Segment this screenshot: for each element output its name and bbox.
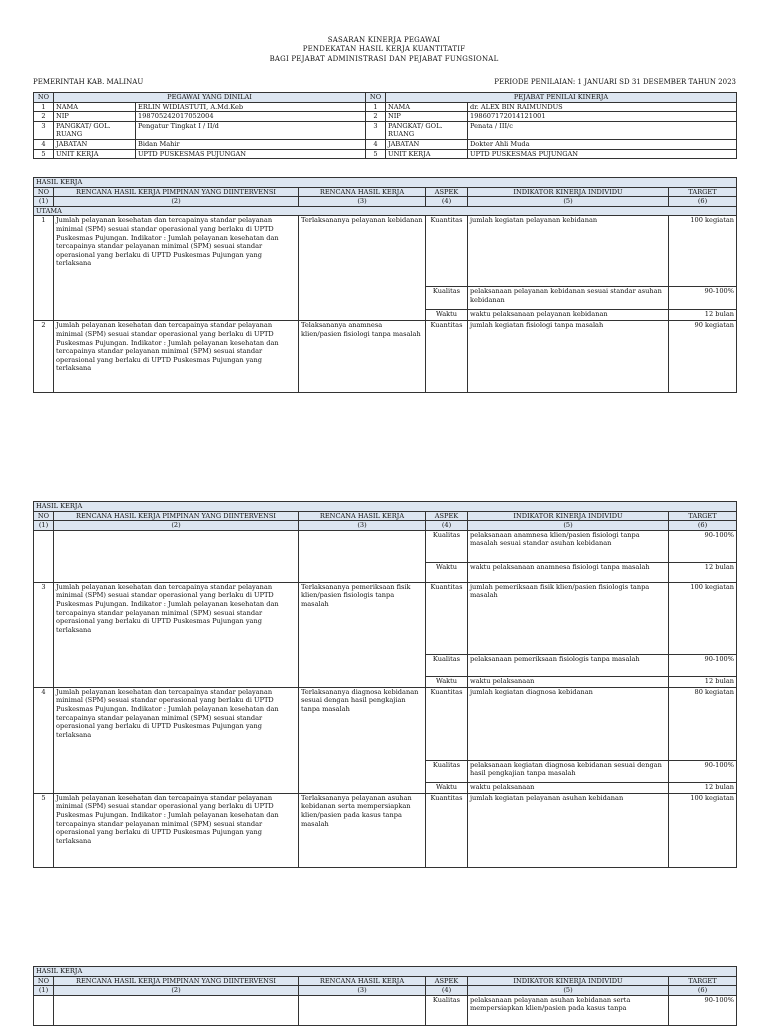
cell-label: NIP	[54, 112, 136, 122]
rencana-pimpinan: Jumlah pelayanan kesehatan dan tercapainya standar pelayanan minimal (SPM) sesuai standar operasional yang berlaku di UPTD Puskesmas Pujungan. Indikator : Jumlah pelayanan kesehatan dan tercapainya standar pelayanan minimal (SPM) sesuai standar operasional yang berlaku di UPTD Puskesmas Pujungan yang terlaksana	[54, 216, 299, 321]
aspek: Waktu	[426, 562, 468, 582]
cell-value: Pengatur Tingkat I / II/d	[136, 121, 366, 139]
column-number: (2)	[54, 986, 299, 996]
right-title: PEJABAT PENILAI KINERJA	[386, 93, 737, 103]
column-header: ASPEK	[426, 511, 468, 521]
column-header: RENCANA HASIL KERJA PIMPINAN YANG DIINTERVENSI	[54, 976, 299, 986]
rencana-hasil-kerja: Terlaksananya pelayanan kebidanan	[299, 216, 426, 321]
column-header: RENCANA HASIL KERJA	[299, 511, 426, 521]
column-header: TARGET	[669, 187, 737, 197]
column-header: RENCANA HASIL KERJA	[299, 187, 426, 197]
target: 100 kegiatan	[669, 216, 737, 287]
hasil-kerja-table-page-2	[33, 501, 737, 868]
column-header: ASPEK	[426, 187, 468, 197]
table-row	[34, 995, 737, 1025]
indikator: jumlah kegiatan pelayanan asuhan kebidanan	[468, 793, 669, 867]
cell-label: NAMA	[54, 102, 136, 112]
aspek: Waktu	[426, 676, 468, 687]
identity-row	[34, 102, 737, 112]
cell-no: 1	[366, 102, 386, 112]
column-number: (3)	[299, 197, 426, 207]
table-row	[34, 793, 737, 867]
table-row	[34, 321, 737, 393]
indikator: waktu pelaksanaan	[468, 782, 669, 793]
table-row	[34, 530, 737, 562]
target: 12 bulan	[669, 310, 737, 321]
identity-table	[33, 92, 737, 159]
cell-value: Bidan Mahir	[136, 139, 366, 149]
cell-no: 5	[366, 149, 386, 159]
aspek: Kuantitas	[426, 216, 468, 287]
aspek: Kuantitas	[426, 687, 468, 760]
rencana-hasil-kerja: Terlaksananya diagnosa kebidanan sesuai dengan hasil pengkajian tanpa masalah	[299, 687, 426, 793]
target: 90-100%	[669, 530, 737, 562]
column-number: (6)	[669, 986, 737, 996]
column-number: (5)	[468, 197, 669, 207]
cell-value: 198705242017052004	[136, 112, 366, 122]
cell-label: PANGKAT/ GOL. RUANG	[54, 121, 136, 139]
aspek: Kuantitas	[426, 793, 468, 867]
cell-no: 2	[366, 112, 386, 122]
indikator: pelaksanaan anamnesa klien/pasien fisiologi tanpa masalah sesuai standar asuhan kebidanan	[468, 530, 669, 562]
indikator: pelaksanaan pelayanan kebidanan sesuai standar asuhan kebidanan	[468, 287, 669, 310]
target: 90-100%	[669, 287, 737, 310]
column-header: NO	[34, 511, 54, 521]
cell-no: 4	[366, 139, 386, 149]
cell-no: 3	[34, 121, 54, 139]
target: 12 bulan	[669, 676, 737, 687]
hasil-kerja-table-page-3	[33, 966, 737, 1026]
table-row	[34, 582, 737, 654]
column-number: (1)	[34, 986, 54, 996]
item-no: 4	[34, 687, 54, 793]
column-number: (2)	[54, 197, 299, 207]
section-title: HASIL KERJA	[34, 967, 737, 977]
aspek: Kualitas	[426, 760, 468, 782]
column-number: (5)	[468, 986, 669, 996]
rencana-pimpinan: Jumlah pelayanan kesehatan dan tercapainya standar pelayanan minimal (SPM) sesuai standar operasional yang berlaku di UPTD Puskesmas Pujungan. Indikator : Jumlah pelayanan kesehatan dan tercapainya standar pelayanan minimal (SPM) sesuai standar operasional yang berlaku di UPTD Puskesmas Pujungan yang terlaksana	[54, 793, 299, 867]
column-header: INDIKATOR KINERJA INDIVIDU	[468, 187, 669, 197]
aspek: Waktu	[426, 310, 468, 321]
cell-label: UNIT KERJA	[54, 149, 136, 159]
cell-value: UPTD PUSKESMAS PUJUNGAN	[136, 149, 366, 159]
indikator: waktu pelaksanaan	[468, 676, 669, 687]
column-header: INDIKATOR KINERJA INDIVIDU	[468, 511, 669, 521]
target: 90-100%	[669, 654, 737, 676]
column-number: (4)	[426, 986, 468, 996]
hasil-kerja-table	[33, 177, 737, 393]
column-header: TARGET	[669, 511, 737, 521]
target: 90-100%	[669, 995, 737, 1025]
column-header: ASPEK	[426, 976, 468, 986]
cell-no: 3	[366, 121, 386, 139]
column-header: INDIKATOR KINERJA INDIVIDU	[468, 976, 669, 986]
column-header: NO	[34, 976, 54, 986]
column-header: TARGET	[669, 976, 737, 986]
identity-row	[34, 149, 737, 159]
rencana-pimpinan: Jumlah pelayanan kesehatan dan tercapainya standar pelayanan minimal (SPM) sesuai standar operasional yang berlaku di UPTD Puskesmas Pujungan. Indikator : Jumlah pelayanan kesehatan dan tercapainya standar pelayanan minimal (SPM) sesuai standar operasional yang berlaku di UPTD Puskesmas Pujungan yang terlaksana	[54, 582, 299, 687]
target: 90-100%	[669, 760, 737, 782]
cell-no: 5	[34, 149, 54, 159]
table-row	[34, 687, 737, 760]
indikator: pelaksanaan pemeriksaan fisiologis tanpa masalah	[468, 654, 669, 676]
left-title: PEGAWAI YANG DINILAI	[54, 93, 366, 103]
indikator: jumlah kegiatan fisiologi tanpa masalah	[468, 321, 669, 393]
column-header: RENCANA HASIL KERJA	[299, 976, 426, 986]
cell-value: Penata / III/c	[468, 121, 737, 139]
cell-label: JABATAN	[54, 139, 136, 149]
indikator: waktu pelaksanaan anamnesa fisiologi tanpa masalah	[468, 562, 669, 582]
column-number: (6)	[669, 197, 737, 207]
cell-label: JABATAN	[386, 139, 468, 149]
target: 80 kegiatan	[669, 687, 737, 760]
column-header: RENCANA HASIL KERJA PIMPINAN YANG DIINTERVENSI	[54, 511, 299, 521]
identity-row	[34, 121, 737, 139]
cell-label: NAMA	[386, 102, 468, 112]
indikator: pelaksanaan kegiatan diagnosa kebidanan sesuai dengan hasil pengkajian tanpa masalah	[468, 760, 669, 782]
target: 90 kegiatan	[669, 321, 737, 393]
table-row	[34, 216, 737, 287]
section-title: HASIL KERJA	[34, 502, 737, 512]
aspek: Kuantitas	[426, 321, 468, 393]
section-utama: UTAMA	[34, 206, 737, 216]
cell-value: UPTD PUSKESMAS PUJUNGAN	[468, 149, 737, 159]
document-subtitle: PENDEKATAN HASIL KERJA KUANTITATIF	[302, 45, 466, 53]
section-title: HASIL KERJA	[34, 178, 737, 188]
aspek: Kualitas	[426, 287, 468, 310]
column-number: (1)	[34, 197, 54, 207]
column-number: (2)	[54, 521, 299, 531]
cell-no: 2	[34, 112, 54, 122]
cell-label: NIP	[386, 112, 468, 122]
identity-row	[34, 139, 737, 149]
column-header: RENCANA HASIL KERJA PIMPINAN YANG DIINTERVENSI	[54, 187, 299, 197]
aspek: Kuantitas	[426, 582, 468, 654]
rencana-hasil-kerja: Terlaksananya pemeriksaan fisik klien/pasien fisiologis tanpa masalah	[299, 582, 426, 687]
item-no: 2	[34, 321, 54, 393]
cell-label: PANGKAT/ GOL. RUANG	[386, 121, 468, 139]
column-number: (1)	[34, 521, 54, 531]
aspek: Kualitas	[426, 995, 468, 1025]
identity-header-row	[34, 93, 737, 103]
cell-no: 1	[34, 102, 54, 112]
cell-value: ERLIN WIDIASTUTI, A.Md.Keb	[136, 102, 366, 112]
column-header: NO	[34, 187, 54, 197]
item-no: 3	[34, 582, 54, 687]
target: 12 bulan	[669, 782, 737, 793]
rencana-hasil-kerja: Telaksananya anamnesa klien/pasien fisiologi tanpa masalah	[299, 321, 426, 393]
aspek: Kualitas	[426, 654, 468, 676]
item-no: 5	[34, 793, 54, 867]
column-number: (4)	[426, 197, 468, 207]
instansi-label: PEMERINTAH KAB. MALINAU	[33, 78, 144, 86]
aspek: Kualitas	[426, 530, 468, 562]
target: 12 bulan	[669, 562, 737, 582]
cell-value: Dokter Ahli Muda	[468, 139, 737, 149]
document-subtitle-2: BAGI PEJABAT ADMINISTRASI DAN PEJABAT FUNGSIONAL	[269, 55, 499, 63]
aspek: Waktu	[426, 782, 468, 793]
col-no: NO	[34, 93, 54, 103]
target: 100 kegiatan	[669, 582, 737, 654]
rencana-hasil-kerja: Terlaksananya pelayanan asuhan kebidanan serta mempersiapkan klien/pasien pada kasus tanpa masalah	[299, 793, 426, 867]
column-number: (3)	[299, 521, 426, 531]
periode-label: PERIODE PENILAIAN: 1 JANUARI SD 31 DESEMBER TAHUN 2023	[494, 78, 736, 86]
column-number: (4)	[426, 521, 468, 531]
cell-no: 4	[34, 139, 54, 149]
col-no: NO	[366, 93, 386, 103]
cell-label: UNIT KERJA	[386, 149, 468, 159]
identity-row	[34, 112, 737, 122]
indikator: pelaksanaan pelayanan asuhan kebidanan serta mempersiapkan klien/pasien pada kasus tanpa	[468, 995, 669, 1025]
cell-value: 198607172014121001	[468, 112, 737, 122]
column-number: (5)	[468, 521, 669, 531]
column-number: (3)	[299, 986, 426, 996]
item-no: 1	[34, 216, 54, 321]
rencana-pimpinan: Jumlah pelayanan kesehatan dan tercapainya standar pelayanan minimal (SPM) sesuai standar operasional yang berlaku di UPTD Puskesmas Pujungan. Indikator : Jumlah pelayanan kesehatan dan tercapainya standar pelayanan minimal (SPM) sesuai standar operasional yang berlaku di UPTD Puskesmas Pujungan yang terlaksana	[54, 687, 299, 793]
indikator: jumlah pemeriksaan fisik klien/pasien fisiologis tanpa masalah	[468, 582, 669, 654]
rencana-pimpinan: Jumlah pelayanan kesehatan dan tercapainya standar pelayanan minimal (SPM) sesuai standar operasional yang berlaku di UPTD Puskesmas Pujungan. Indikator : Jumlah pelayanan kesehatan dan tercapainya standar pelayanan minimal (SPM) sesuai standar operasional yang berlaku di UPTD Puskesmas Pujungan yang terlaksana	[54, 321, 299, 393]
indikator: waktu pelaksanaan pelayanan kebidanan	[468, 310, 669, 321]
cell-value: dr. ALEX BIN RAIMUNDUS	[468, 102, 737, 112]
indikator: jumlah kegiatan pelayanan kebidanan	[468, 216, 669, 287]
target: 100 kegiatan	[669, 793, 737, 867]
document-title: SASARAN KINERJA PEGAWAI	[327, 36, 441, 44]
column-number: (6)	[669, 521, 737, 531]
indikator: jumlah kegiatan diagnosa kebidanan	[468, 687, 669, 760]
